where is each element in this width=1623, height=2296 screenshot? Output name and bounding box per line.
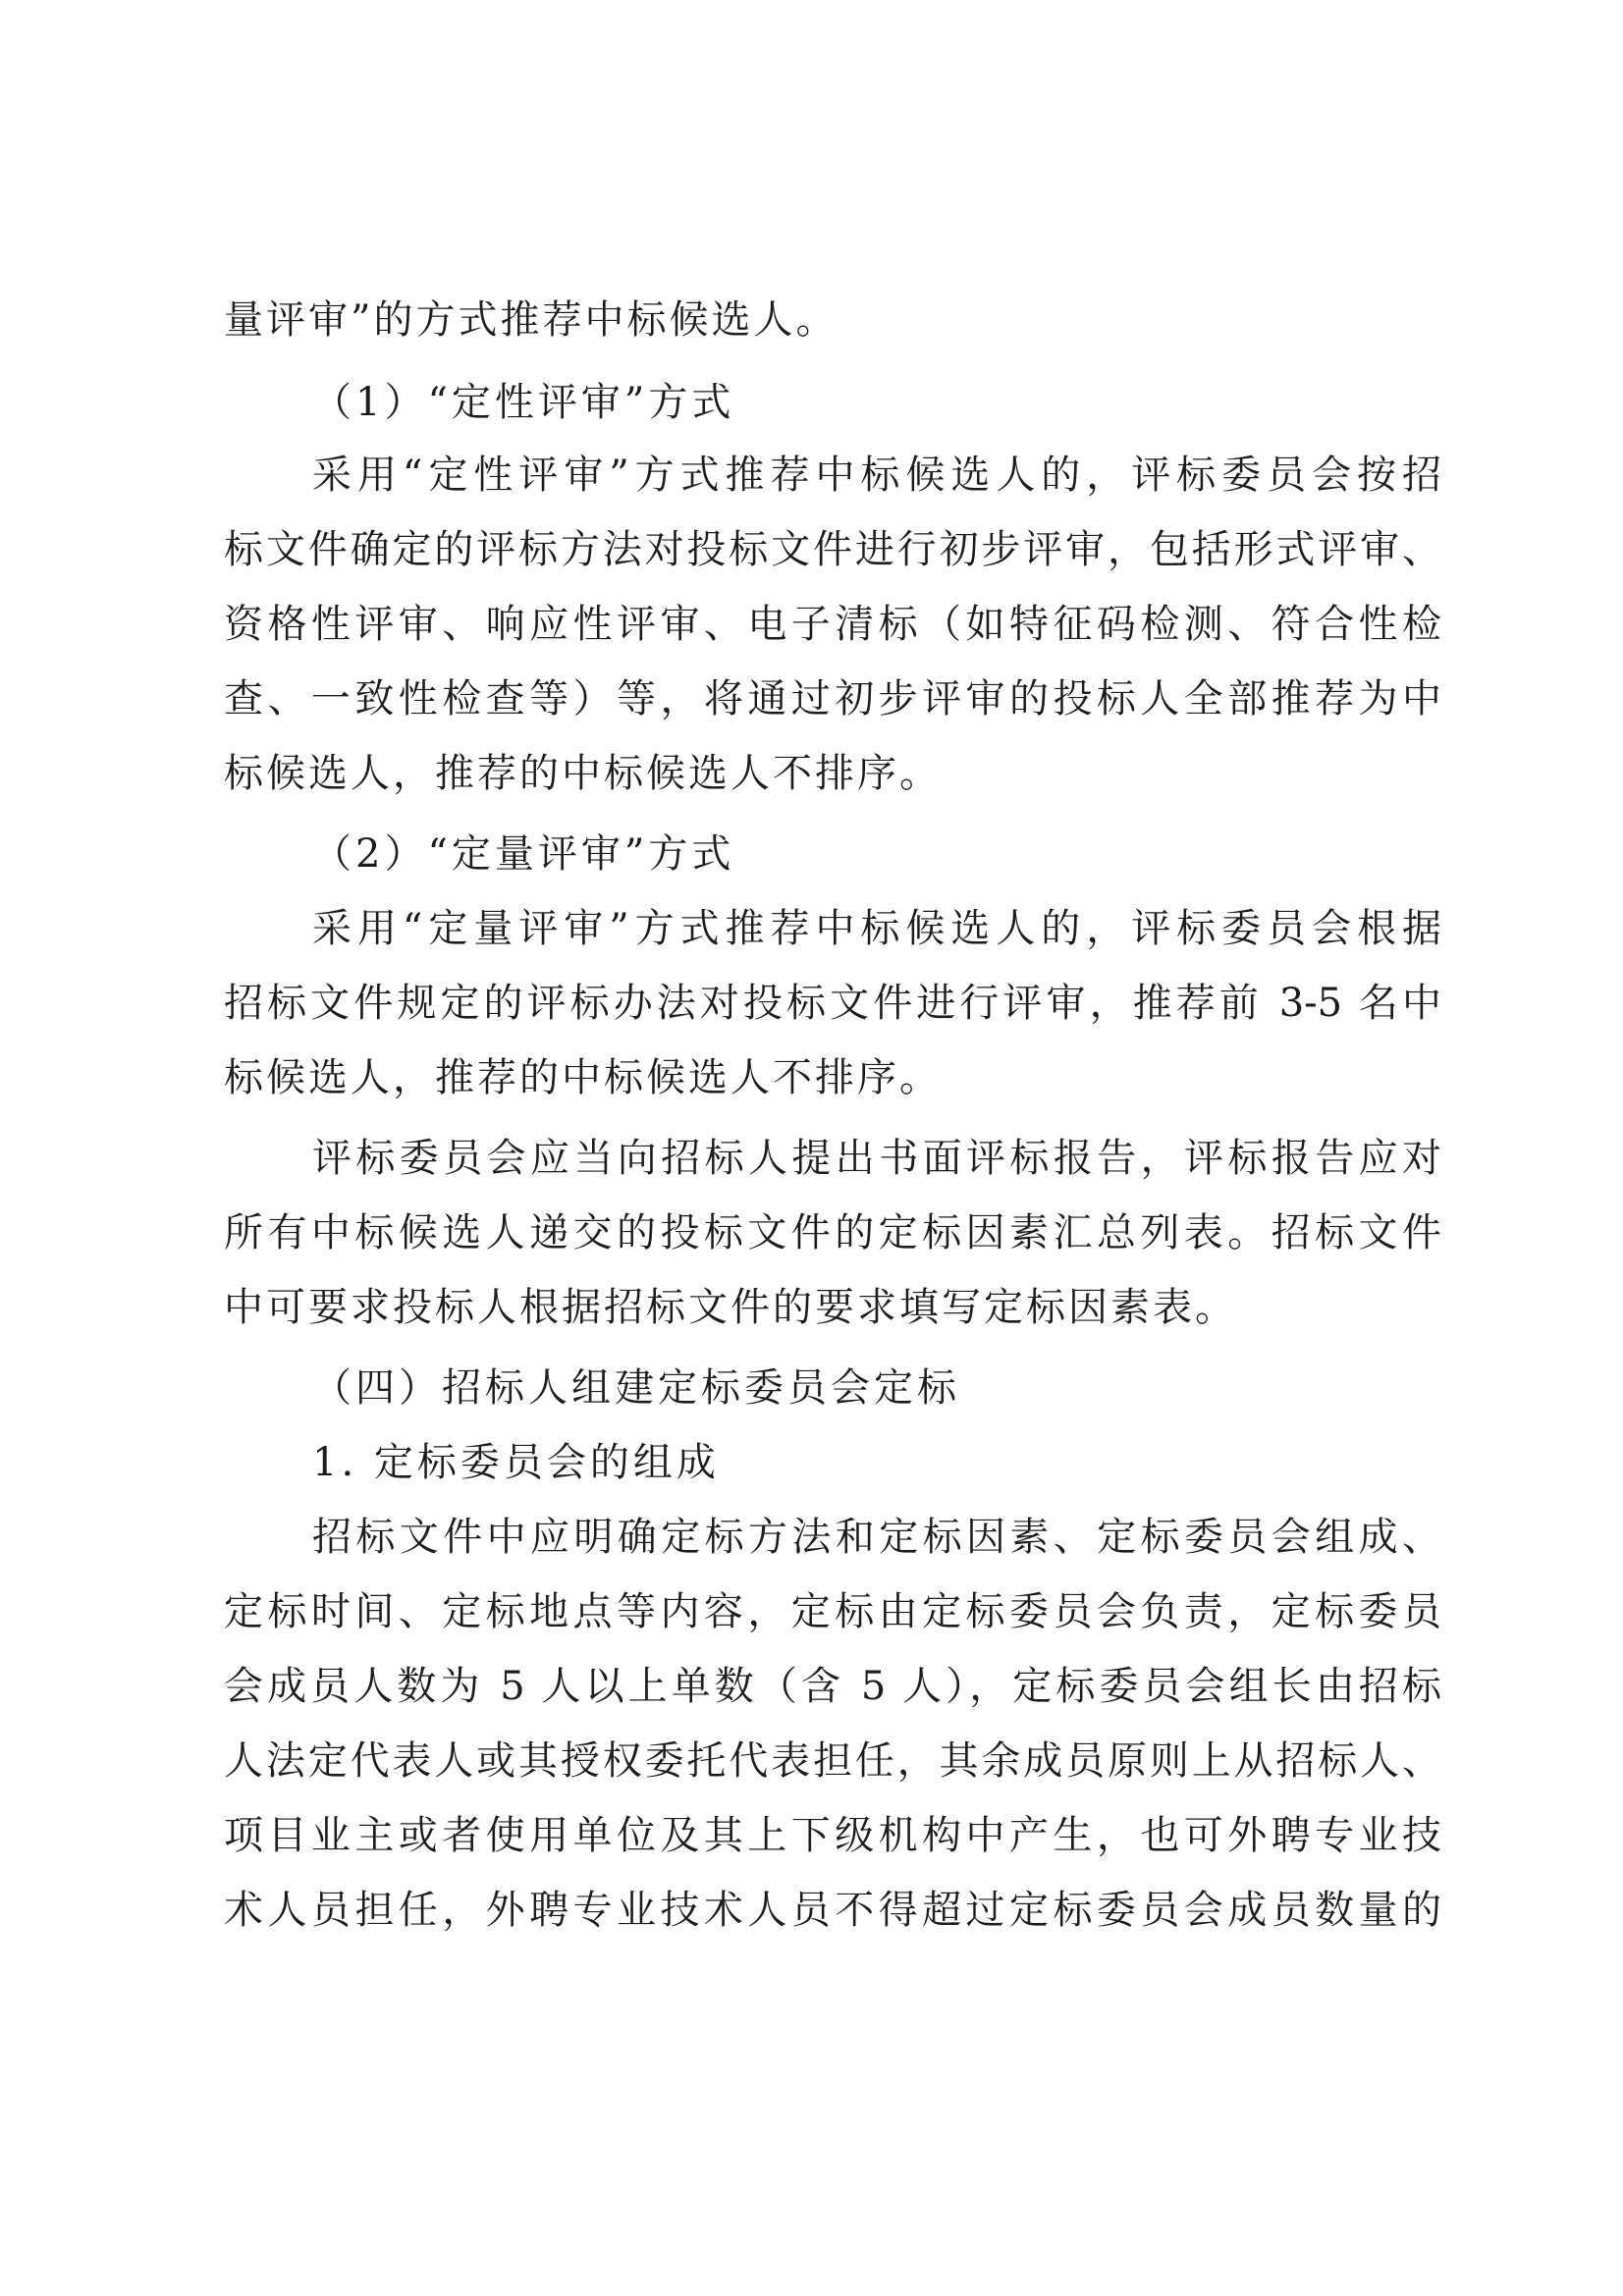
text-line: 标候选人，推荐的中标候选人不排序。 [224, 1055, 942, 1100]
section-heading: （2）“定量评审”方式 [312, 831, 735, 877]
text-line: 术人员担任，外聘专业技术人员不得超过定标委员会成员数量的 [224, 1888, 1441, 1933]
text-line: 招标文件中应明确定标方法和定标因素、定标委员会组成、 [312, 1515, 1441, 1560]
text-line: 人法定代表人或其授权委托代表担任，其余成员原则上从招标人、 [224, 1738, 1441, 1784]
text-line: 量评审”的方式推荐中标候选人。 [224, 297, 839, 343]
text-line: 资格性评审、响应性评审、电子清标（如特征码检测、符合性检 [224, 602, 1441, 647]
text-line: 标候选人，推荐的中标候选人不排序。 [224, 751, 942, 796]
text-line: 定标时间、定标地点等内容，定标由定标委员会负责，定标委员 [224, 1589, 1441, 1634]
text-line: 标文件确定的评标方法对投标文件进行初步评审，包括形式评审、 [224, 527, 1441, 572]
text-line: 项目业主或者使用单位及其上下级机构中产生，也可外聘专业技 [224, 1813, 1441, 1858]
section-heading: （1）“定性评审”方式 [312, 380, 735, 425]
section-heading: 1. 定标委员会的组成 [312, 1440, 720, 1485]
text-line: 所有中标候选人递交的投标文件的定标因素汇总列表。招标文件 [224, 1210, 1441, 1255]
text-line: 采用“定性评审”方式推荐中标候选人的，评标委员会按招 [312, 453, 1441, 498]
text-line: 中可要求投标人根据招标文件的要求填写定标因素表。 [224, 1285, 1237, 1330]
text-line: 查、一致性检查等）等，将通过初步评审的投标人全部推荐为中 [224, 676, 1441, 721]
section-heading: （四）招标人组建定标委员会定标 [312, 1365, 960, 1411]
text-line: 采用“定量评审”方式推荐中标候选人的，评标委员会根据 [312, 906, 1441, 951]
text-line: 会成员人数为 5 人以上单数（含 5 人），定标委员会组长由招标 [224, 1664, 1441, 1709]
text-line: 评标委员会应当向招标人提出书面评标报告，评标报告应对 [312, 1136, 1441, 1181]
text-line: 招标文件规定的评标办法对投标文件进行评审，推荐前 3-5 名中 [224, 981, 1441, 1026]
